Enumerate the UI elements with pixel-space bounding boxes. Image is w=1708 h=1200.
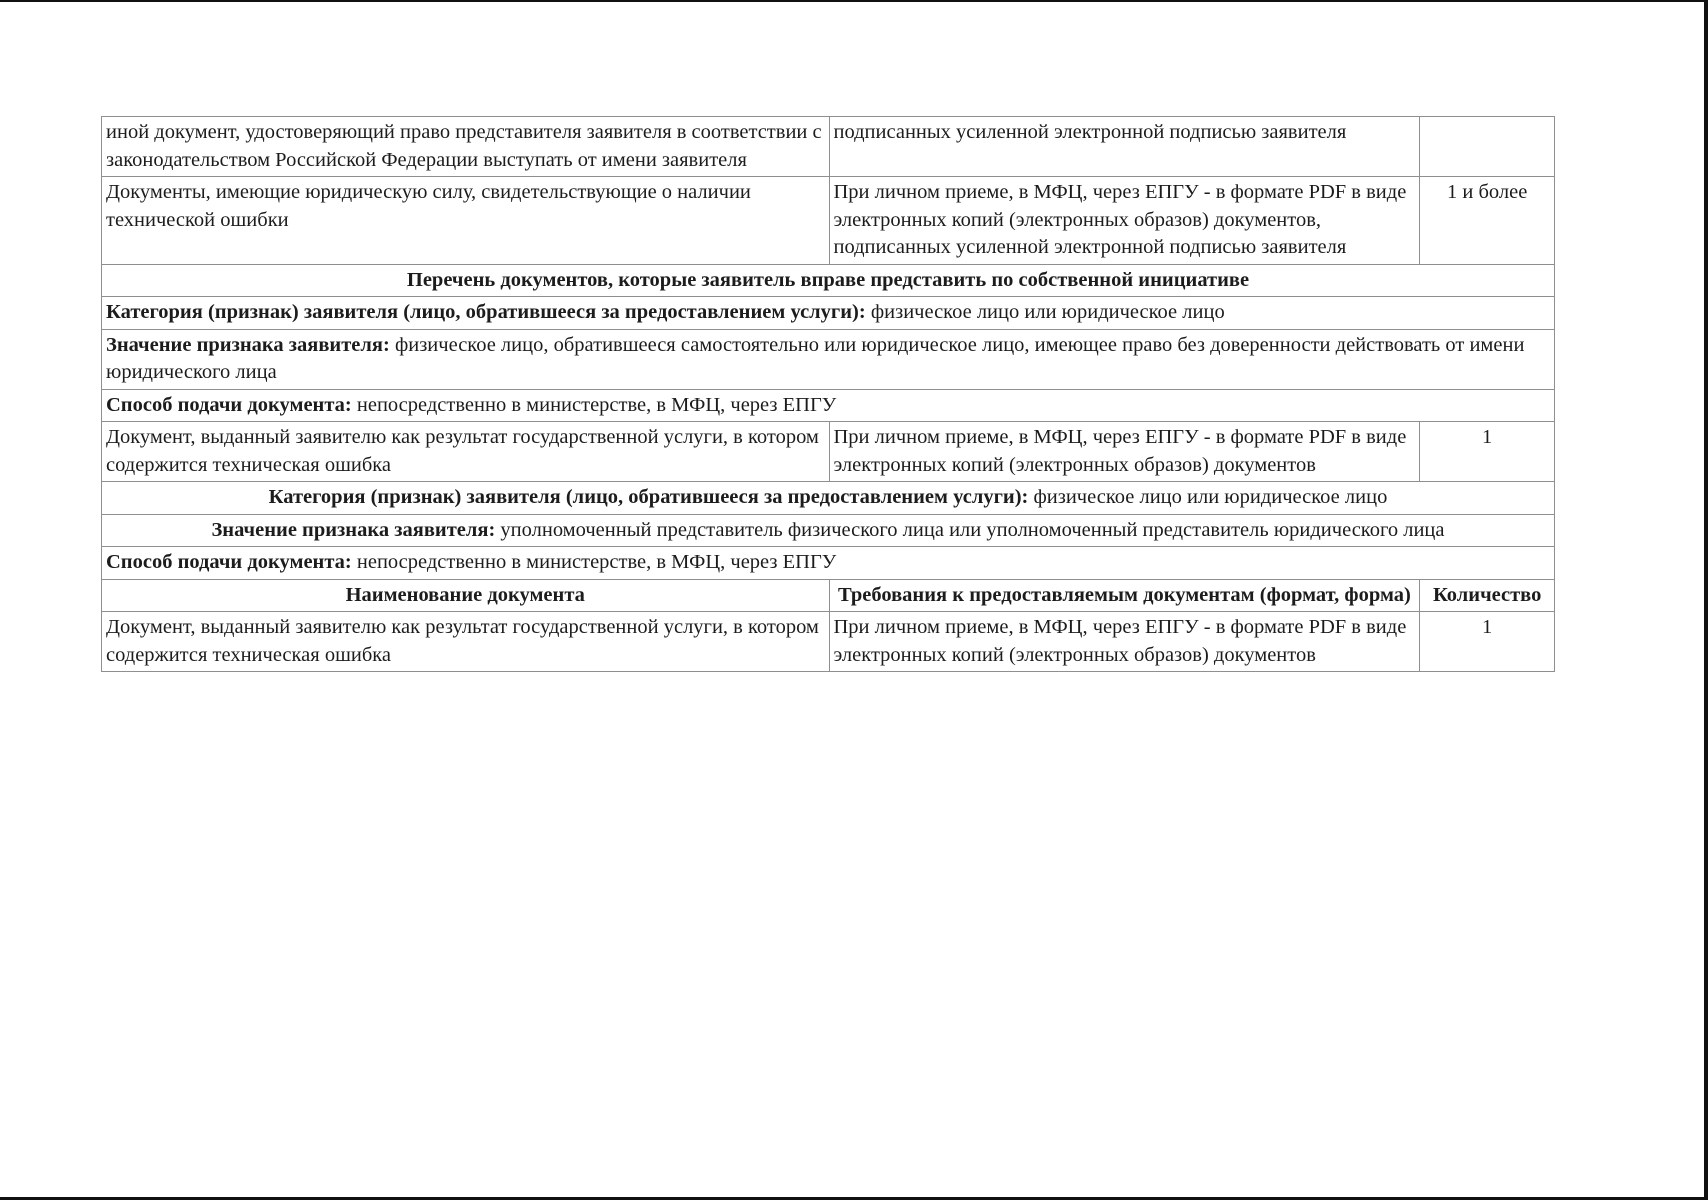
applicant-category-cell — [102, 482, 1555, 515]
document-requirements-cell: При личном приеме, в МФЦ, через ЕПГУ - в формате PDF в виде электронных копий (электронных образов) документов — [829, 612, 1420, 672]
document-requirements-cell: подписанных усиленной электронной подписью заявителя — [829, 117, 1420, 177]
applicant-attribute-label: Значение признака заявителя: — [211, 518, 496, 541]
applicant-attribute-cell — [102, 514, 1555, 547]
scan-edge-right — [1704, 0, 1708, 1200]
document-requirements-cell: При личном приеме, в МФЦ, через ЕПГУ - в формате PDF в виде электронных копий (электронных образов) документов — [829, 422, 1420, 482]
document-quantity-cell — [1420, 117, 1555, 177]
section-title: Перечень документов, которые заявитель вправе представить по собственной инициативе — [102, 264, 1555, 297]
applicant-category-value: физическое лицо или юридическое лицо — [865, 301, 1225, 323]
table-header-row — [102, 579, 1555, 612]
document-name-cell: иной документ, удостоверяющий право представителя заявителя в соответствии с законодательством Российской Федерации выступать от имени заявителя — [102, 117, 830, 177]
document-name-cell: Документ, выданный заявителю как результат государственной услуги, в котором содержится техническая ошибка — [102, 612, 830, 672]
applicant-category-value: физическое лицо или юридическое лицо — [1028, 486, 1388, 508]
submission-method-row — [102, 547, 1555, 580]
submission-method-value: непосредственно в министерстве, в МФЦ, через ЕПГУ — [351, 393, 837, 416]
table-row — [102, 612, 1555, 672]
submission-method-row — [102, 389, 1555, 422]
applicant-attribute-row — [102, 329, 1555, 389]
applicant-category-cell — [102, 297, 1555, 330]
applicant-category-label: Категория (признак) заявителя (лицо, обратившееся за предоставлением услуги): — [268, 486, 1029, 508]
submission-method-label: Способ подачи документа: — [106, 551, 352, 573]
header-document-name: Наименование документа — [102, 579, 830, 612]
submission-method-label: Способ подачи документа: — [106, 393, 352, 416]
applicant-attribute-label: Значение признака заявителя: — [106, 333, 390, 356]
table-row — [102, 422, 1555, 482]
applicant-attribute-cell — [102, 329, 1555, 389]
applicant-category-row — [102, 297, 1555, 330]
submission-method-cell — [102, 389, 1555, 422]
applicant-attribute-row — [102, 514, 1555, 547]
table-row — [102, 177, 1555, 265]
header-requirements: Требования к предоставляемым документам (формат, форма) — [829, 579, 1420, 612]
header-quantity: Количество — [1420, 579, 1555, 612]
scan-edge-top — [0, 0, 1708, 2]
document-quantity-cell: 1 и более — [1420, 177, 1555, 265]
document-quantity-cell: 1 — [1420, 422, 1555, 482]
submission-method-cell — [102, 547, 1555, 580]
submission-method-value: непосредственно в министерстве, в МФЦ, через ЕПГУ — [351, 551, 837, 573]
document-name-cell: Документы, имеющие юридическую силу, свидетельствующие о наличии технической ошибки — [102, 177, 830, 265]
applicant-attribute-value: уполномоченный представитель физического лица или уполномоченный представитель юридического лица — [495, 518, 1445, 541]
applicant-attribute-value: физическое лицо, обратившееся самостоятельно или юридическое лицо, имеющее право без доверенности действовать от имени юридического лица — [106, 333, 1525, 383]
section-title-row — [102, 264, 1555, 297]
document-name-cell: Документ, выданный заявителю как результат государственной услуги, в котором содержится техническая ошибка — [102, 422, 830, 482]
table-row — [102, 117, 1555, 177]
applicant-category-label: Категория (признак) заявителя (лицо, обратившееся за предоставлением услуги): — [106, 301, 866, 323]
document-requirements-cell: При личном приеме, в МФЦ, через ЕПГУ - в формате PDF в виде электронных копий (электронных образов) документов, подписанных усиленной электронной подписью заявителя — [829, 177, 1420, 265]
applicant-category-row — [102, 482, 1555, 515]
documents-table — [101, 116, 1555, 672]
document-quantity-cell: 1 — [1420, 612, 1555, 672]
